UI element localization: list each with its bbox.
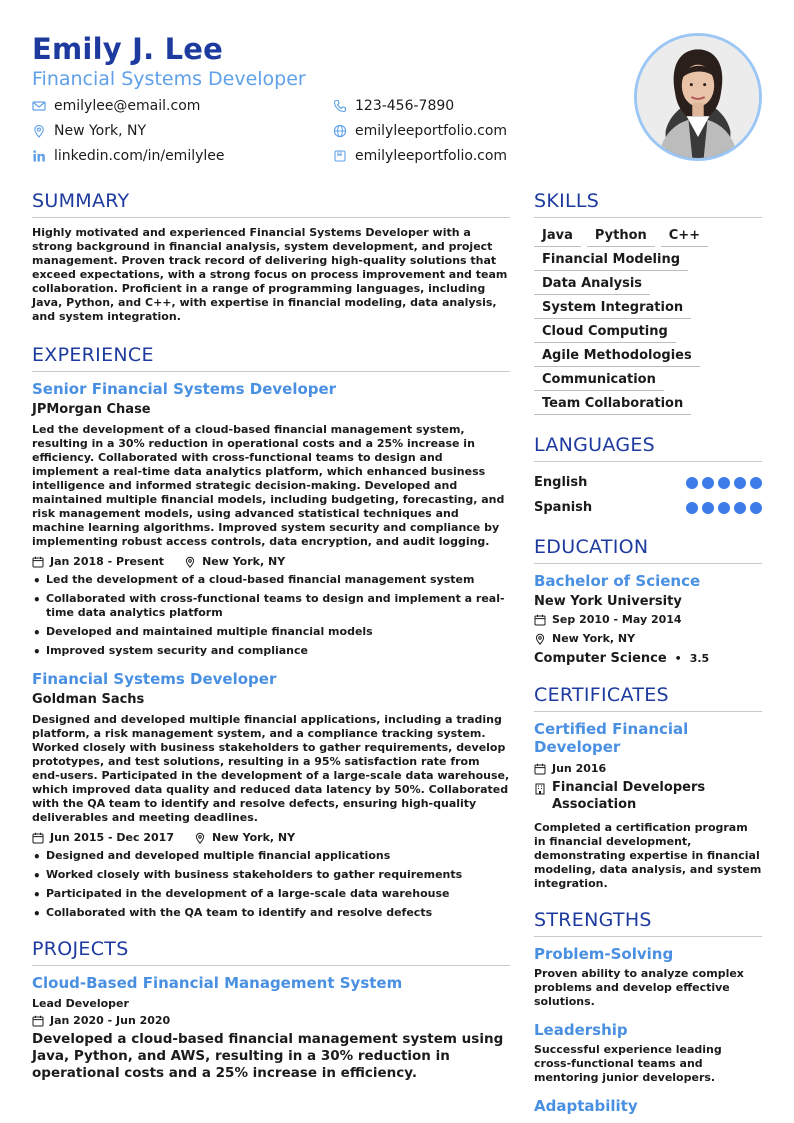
contact-email-text: emilylee@email.com (54, 98, 201, 114)
project-meta (32, 1014, 510, 1027)
contact-linkedin[interactable] (32, 148, 225, 164)
education-section (534, 536, 762, 666)
job-bullets (32, 573, 510, 658)
linkedin-icon (32, 149, 46, 163)
projects-heading: PROJECTS (32, 938, 510, 966)
proficiency-dot (686, 477, 698, 489)
language-row (534, 470, 762, 495)
skill-tag: Team Collaboration (534, 394, 691, 415)
languages-heading: LANGUAGES (534, 434, 762, 462)
calendar-icon (534, 763, 546, 775)
summary-text: Highly motivated and experienced Financial Systems Developer with a strong background in financial analysis, system development, and project management. Proven track record of delivering high-quality solutions that exceed expectations, with a strong focus on process improvement and team collaboration. Proficient in a range of programming languages, including Java, Python, and C++, with expertise in financial modeling, data analysis, and system integration. (32, 226, 508, 323)
strength-title: Leadership (534, 1021, 628, 1039)
skill-tag: Data Analysis (534, 274, 650, 295)
proficiency-dot (750, 477, 762, 489)
proficiency-dot (702, 477, 714, 489)
language-row (534, 495, 762, 520)
language-level-dots (682, 502, 762, 514)
proficiency-dot (686, 502, 698, 514)
job-meta (32, 831, 510, 844)
right-column (534, 190, 762, 1115)
certificate-date: Jun 2016 (552, 762, 607, 775)
job-description: Designed and developed multiple financial applications, including a trading platform, a risk management system, and a compliance tracking system. Worked closely with business stakeholders to gather requirements, develop prototypes, and test solutions, resulting in a 95% satisfaction rate from end-users. Participated in the development of a large-scale data warehouse, which improved data quality and reduced data latency by 50%. Collaborated with the QA team to identify and resolve defects, ensuring high-quality deliverables and meeting deadlines. (32, 713, 510, 824)
skill-tag: Communication (534, 370, 664, 391)
certificate-issuer: Financial Developers Association (552, 780, 706, 812)
list-item: • Collaborated with cross-functional teams to design and implement a real-time data analytics platform (32, 592, 510, 620)
job-location: New York, NY (211, 831, 296, 844)
language-name: Spanish (534, 500, 593, 515)
contact-location (32, 123, 146, 139)
education-location-row (534, 632, 762, 645)
summary-section (32, 190, 510, 324)
building-icon (534, 783, 546, 795)
skill-tag: System Integration (534, 298, 691, 319)
skills-section (534, 190, 762, 418)
calendar-icon (32, 1015, 44, 1027)
contact-website[interactable] (333, 123, 507, 139)
skill-tag: Agile Methodologies (534, 346, 700, 367)
proficiency-dot (750, 502, 762, 514)
job-meta (32, 555, 510, 568)
skills-list (534, 226, 762, 418)
languages-section (534, 434, 762, 520)
envelope-icon (32, 99, 46, 113)
certificates-heading: CERTIFICATES (534, 684, 762, 712)
strength-title: Adaptability (534, 1097, 638, 1115)
location-pin-icon (534, 633, 546, 645)
certificate-description: Completed a certification program in financial development, demonstrating expertise in financial modeling, data analysis, and system integration. (534, 821, 762, 890)
list-item: • Worked closely with business stakeholders to gather requirements (32, 868, 510, 882)
experience-heading: EXPERIENCE (32, 344, 510, 372)
job-bullets (32, 849, 510, 920)
left-column (32, 190, 510, 1082)
strength-description: Successful experience leading cross-functional teams and mentoring junior developers. (534, 1043, 722, 1084)
education-location: New York, NY (552, 632, 636, 645)
profile-photo (634, 33, 762, 161)
contact-email[interactable] (32, 98, 200, 114)
project-title: Cloud-Based Financial Management System (32, 974, 403, 992)
certificates-section (534, 684, 762, 891)
strength-title: Problem-Solving (534, 945, 674, 963)
contact-linkedin-text: linkedin.com/in/emilylee (54, 148, 225, 164)
education-dates-row (534, 613, 762, 626)
language-level-dots (682, 477, 762, 489)
globe-icon (333, 124, 347, 138)
contact-phone-text: 123-456-7890 (355, 98, 455, 114)
list-item: • Led the development of a cloud-based financial management system (32, 573, 510, 587)
education-field-row (534, 651, 762, 666)
phone-icon (333, 99, 347, 113)
proficiency-dot (734, 477, 746, 489)
resume-job-title: Financial Systems Developer (32, 68, 306, 90)
education-degree: Bachelor of Science (534, 572, 701, 590)
language-name: English (534, 475, 588, 490)
portfolio-icon (333, 149, 347, 163)
job-dates: Jun 2015 - Dec 2017 (50, 831, 174, 844)
education-school: New York University (534, 594, 682, 609)
contact-portfolio-text: emilyleeportfolio.com (355, 148, 508, 164)
skill-tag: Cloud Computing (534, 322, 676, 343)
resume-name: Emily J. Lee (32, 32, 224, 66)
skill-tag: C++ (661, 226, 708, 247)
project-dates: Jan 2020 - Jun 2020 (50, 1014, 171, 1027)
job-location: New York, NY (202, 555, 286, 568)
list-item: • Collaborated with the QA team to identify and resolve defects (32, 906, 510, 920)
job-description: Led the development of a cloud-based financial management system, resulting in a 30% reduction in operational costs and a 25% increase in efficiency. Collaborated with cross-functional teams to design and implement a real-time data analytics platform, which enhanced business intelligence and informed strategic decision-making. Developed and maintained multiple financial models, including budgeting, forecasting, and risk management models, using advanced statistical techniques and machine learning algorithms. Improved system security and compliance by implementing robust access controls, data encryption, and audit logging. (32, 423, 505, 548)
proficiency-dot (718, 477, 730, 489)
proficiency-dot (718, 502, 730, 514)
contact-location-text: New York, NY (54, 123, 147, 139)
proficiency-dot (734, 502, 746, 514)
experience-section (32, 344, 510, 920)
experience-entry (32, 380, 510, 658)
location-pin-icon (184, 556, 196, 568)
location-pin-icon (32, 124, 46, 138)
list-item: • Designed and developed multiple financial applications (32, 849, 510, 863)
contact-website-text: emilyleeportfolio.com (355, 123, 508, 139)
calendar-icon (534, 614, 546, 626)
projects-section (32, 938, 510, 1082)
experience-entry (32, 670, 510, 920)
location-pin-icon (194, 832, 206, 844)
list-item: • Participated in the development of a large-scale data warehouse (32, 887, 510, 901)
job-company: JPMorgan Chase (32, 402, 151, 417)
certificate-issuer-row (534, 779, 762, 813)
strengths-section (534, 909, 762, 1115)
proficiency-dot (702, 502, 714, 514)
skills-heading: SKILLS (534, 190, 762, 218)
summary-heading: SUMMARY (32, 190, 510, 218)
job-role: Senior Financial Systems Developer (32, 380, 337, 398)
education-gpa: 3.5 (689, 652, 710, 665)
strength-description: Proven ability to analyze complex problems and develop effective solutions. (534, 967, 744, 1008)
separator-dot: • (674, 652, 682, 665)
calendar-icon (32, 556, 44, 568)
job-role: Financial Systems Developer (32, 670, 277, 688)
contact-phone[interactable] (333, 98, 454, 114)
project-description: Developed a cloud-based financial management system using Java, Python, and AWS, resulting in a 30% reduction in operational costs and a 25% increase in efficiency. (32, 1031, 504, 1081)
job-dates: Jan 2018 - Present (50, 555, 165, 568)
calendar-icon (32, 832, 44, 844)
list-item: • Improved system security and compliance (32, 644, 510, 658)
list-item: • Developed and maintained multiple financial models (32, 625, 510, 639)
education-dates: Sep 2010 - May 2014 (552, 613, 682, 626)
skill-tag: Python (587, 226, 655, 247)
contact-portfolio[interactable] (333, 148, 507, 164)
skill-tag: Java (534, 226, 581, 247)
strengths-heading: STRENGTHS (534, 909, 762, 937)
job-company: Goldman Sachs (32, 692, 145, 707)
project-role: Lead Developer (32, 997, 129, 1010)
education-heading: EDUCATION (534, 536, 762, 564)
certificate-date-row (534, 762, 762, 775)
education-field: Computer Science (534, 651, 667, 666)
certificate-title: Certified Financial Developer (534, 720, 689, 756)
skill-tag: Financial Modeling (534, 250, 688, 271)
